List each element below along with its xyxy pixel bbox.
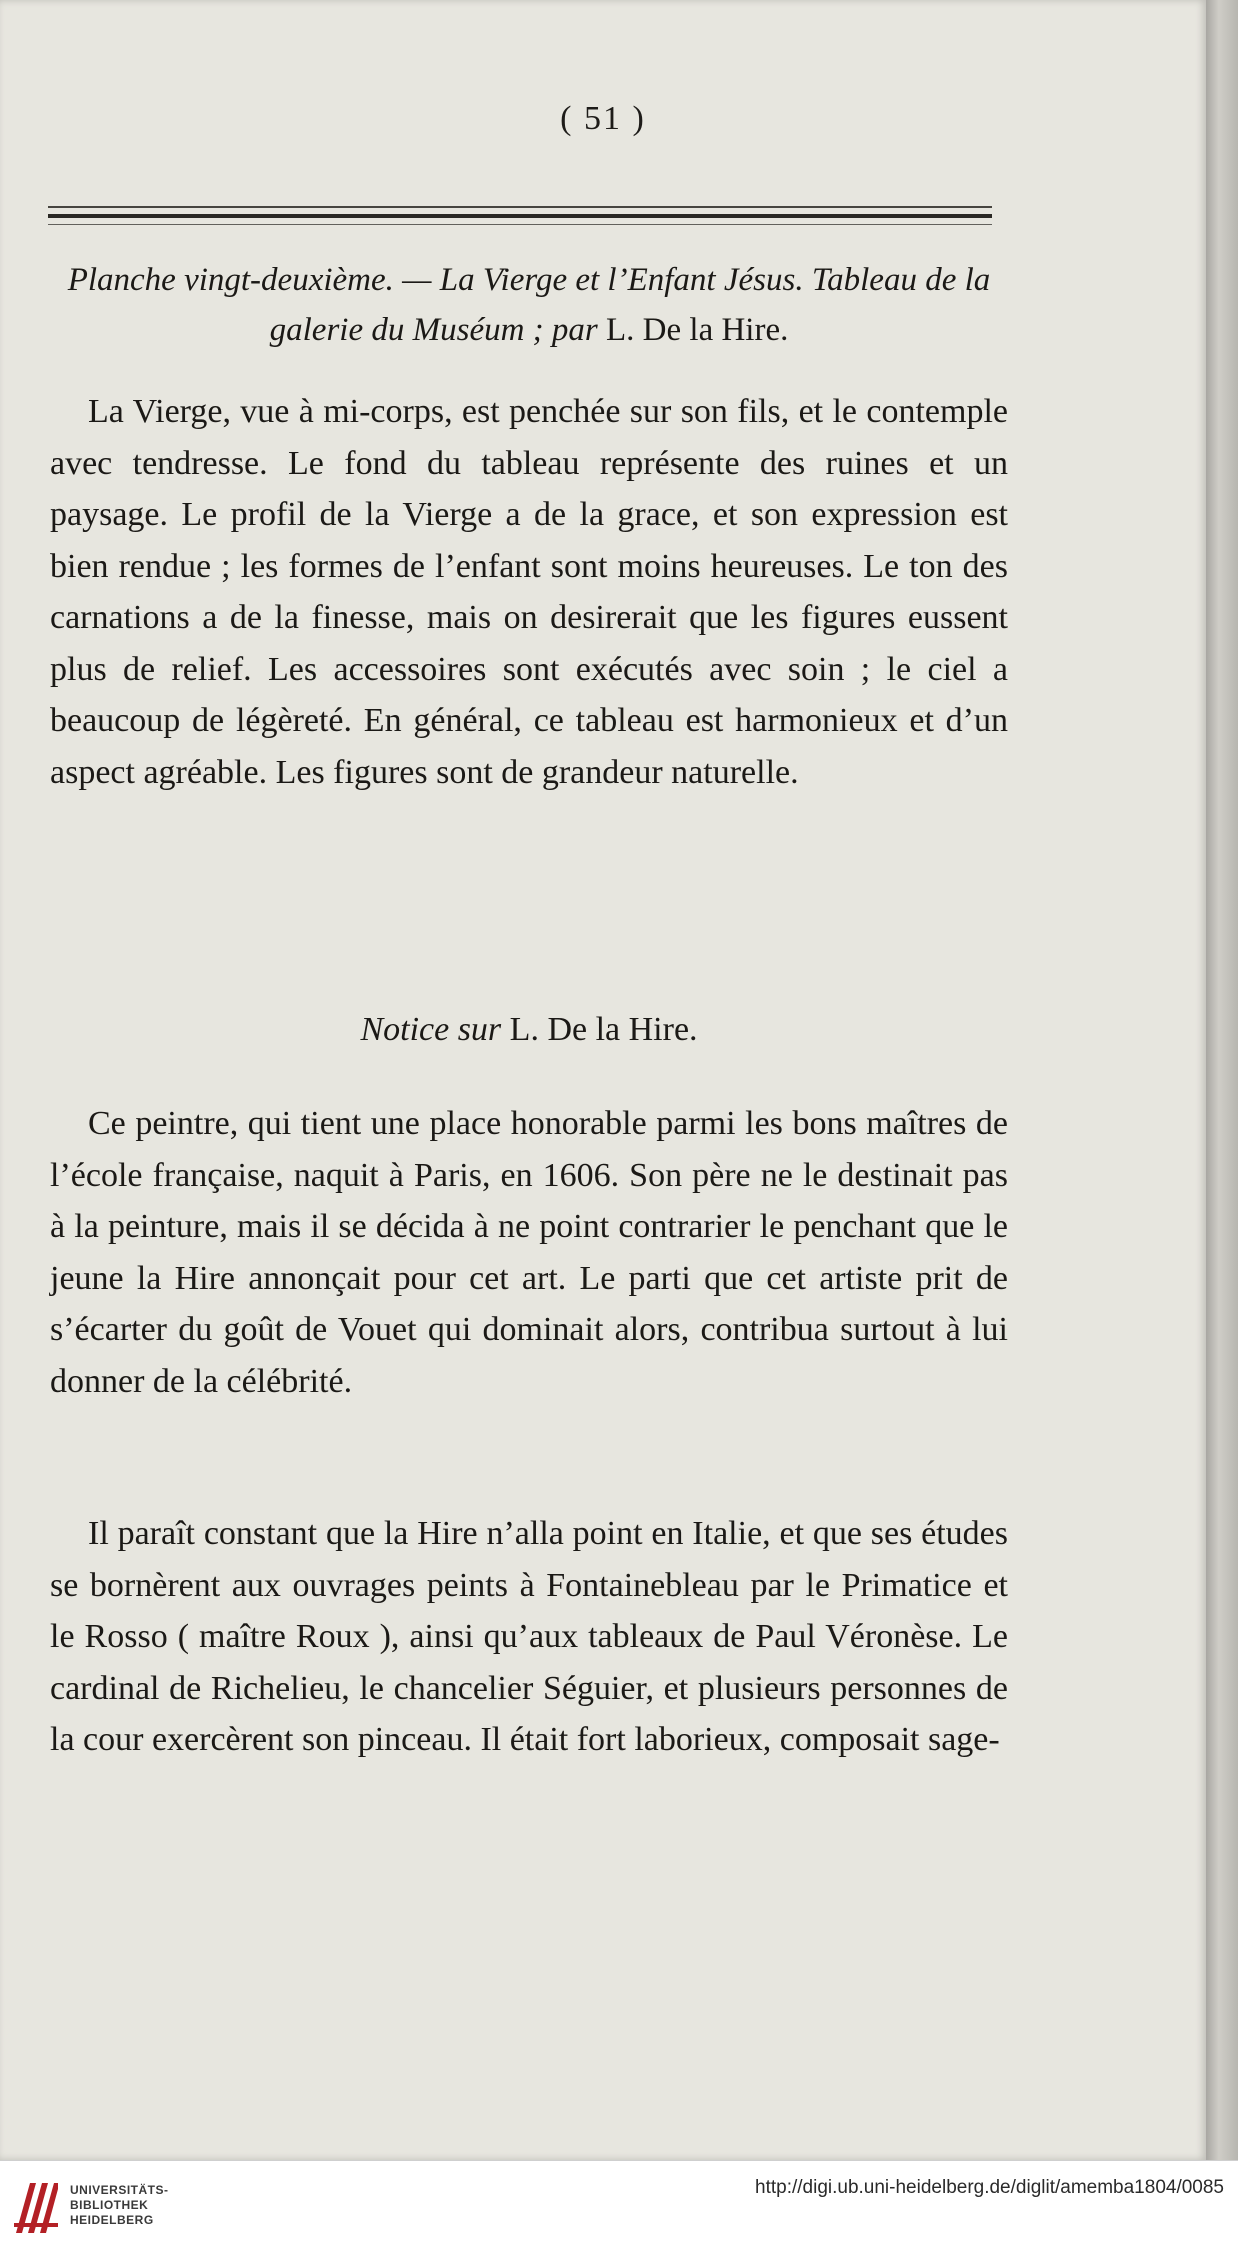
library-name-line-2: BIBLIOTHEK bbox=[70, 2198, 149, 2212]
header-rule-thick bbox=[48, 214, 992, 218]
paragraph-description: La Vierge, vue à mi-corps, est penchée sur son fils, et le contemple avec tendresse. Le fond du tableau représente des ruines et un paysage. Le profil de la Vierge a de la grace, et son expression est bien rendue ; les formes de l’enfant sont moins heureuses. Le ton des carnations a de la finesse, mais on desirerait que les figures eussent plus de relief. Les accessoires sont exécutés avec soin ; le ciel a beaucoup de légèreté. En général, ce tableau est harmonieux et d’un aspect agréable. Les figures sont de grandeur naturelle. bbox=[50, 393, 1008, 791]
source-url[interactable]: http://digi.ub.uni-heidelberg.de/diglit/amemba1804/0085 bbox=[755, 2177, 1224, 2198]
plate-heading-author: L. De la Hire. bbox=[597, 312, 789, 348]
footer-bar bbox=[0, 2160, 1238, 2253]
library-name-line-1: UNIVERSITÄTS- bbox=[70, 2183, 169, 2197]
header-rule-thin bbox=[48, 206, 992, 208]
page-number: ( 51 ) bbox=[560, 100, 646, 137]
library-logo-icon bbox=[12, 2179, 60, 2237]
page-edge bbox=[1206, 0, 1238, 2160]
notice-heading-italic: Notice sur bbox=[360, 1011, 502, 1048]
header-rule-hairline bbox=[48, 224, 992, 225]
notice-heading-name: L. De la Hire. bbox=[501, 1011, 698, 1048]
library-name-line-3: HEIDELBERG bbox=[70, 2213, 154, 2227]
paragraph-biography-1: Ce peintre, qui tient une place honorable parmi les bons maîtres de l’école française, naquit à Paris, en 1606. Son père ne le destinait pas à la peinture, mais il se décida à ne point contrarier le penchant que le jeune la Hire annonçait pour cet art. Le parti que cet artiste prit de s’écarter du goût de Vouet qui dominait alors, contribua surtout à lui donner de la célébrité. bbox=[50, 1105, 1008, 1400]
library-name bbox=[70, 2183, 169, 2228]
plate-heading bbox=[50, 255, 1008, 355]
notice-heading bbox=[50, 1005, 1008, 1055]
plate-heading-italic: Planche vingt-deuxième. — La Vierge et l’Enfant Jésus. Tableau de la galerie du Muséum ; par bbox=[67, 262, 991, 348]
paragraph-biography-2: Il paraît constant que la Hire n’alla point en Italie, et que ses études se bornèrent aux ouvrages peints à Fontainebleau par le Primatice et le Rosso ( maître Roux ), ainsi qu’aux tableaux de Paul Véronèse. Le cardinal de Richelieu, le chancelier Séguier, et plusieurs personnes de la cour exercèrent son pinceau. Il était fort laborieux, composait sage- bbox=[50, 1515, 1008, 1758]
